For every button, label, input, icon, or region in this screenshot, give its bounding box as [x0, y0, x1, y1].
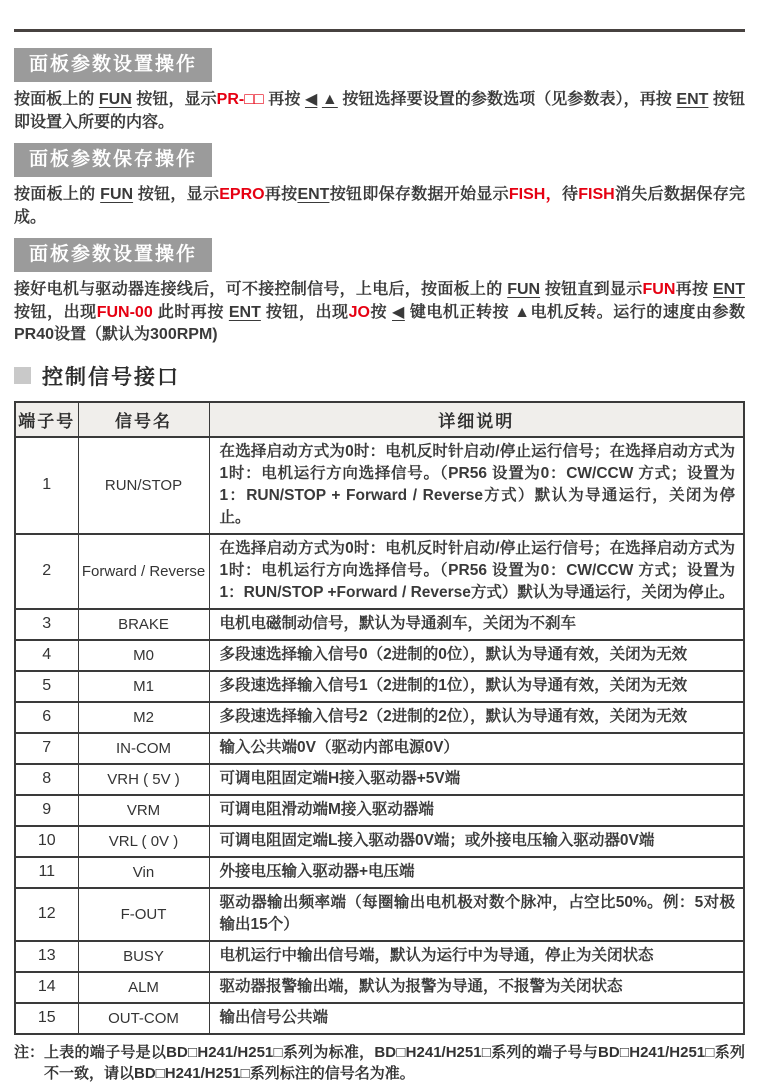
- cell-no: 13: [15, 941, 78, 972]
- cell-signal: BRAKE: [78, 609, 209, 640]
- table-row: [15, 437, 744, 534]
- cell-desc: 在选择启动方式为0时：电机反时针启动/停止运行信号；在选择启动方式为1时：电机运行方向选择信号。（PR56 设置为0：CW/CCW 方式；设置为1：RUN/STOP +Forward / Reverse方式）默认为导通运行，关闭为停止。: [209, 534, 744, 609]
- cell-signal: VRM: [78, 795, 209, 826]
- cell-signal: M2: [78, 702, 209, 733]
- section-paragraph: [14, 184, 745, 229]
- table-row: [15, 609, 744, 640]
- text-segment: 再按: [675, 281, 713, 298]
- text-segment: 此时再按: [152, 303, 229, 321]
- cell-signal: M0: [78, 640, 209, 671]
- cell-desc: 多段速选择输入信号1（2进制的1位），默认为导通有效，关闭为无效: [209, 671, 744, 702]
- highlighted-text: JO: [348, 303, 370, 321]
- cell-signal: Vin: [78, 857, 209, 888]
- top-divider: [14, 29, 745, 32]
- cell-desc: 可调电阻滑动端M接入驱动器端: [209, 795, 744, 826]
- cell-desc: 在选择启动方式为0时：电机反时针启动/停止运行信号；在选择启动方式为1时：电机运行方向选择信号。（PR56 设置为0：CW/CCW 方式；设置为1：RUN/STOP + Forward / Reverse方式）默认为导通运行，关闭为停止。: [209, 437, 744, 534]
- text-segment: 键电机正转按: [404, 303, 515, 321]
- col-header-terminal-no: 端子号: [15, 402, 78, 437]
- text-segment: 按钮选择要设置的参数选项（见参数表），再按: [337, 91, 677, 108]
- section-paragraph: [14, 89, 745, 134]
- cell-no: 1: [15, 437, 78, 534]
- table-header-row: [15, 402, 744, 437]
- section-panel-parameter-setting: [14, 48, 745, 134]
- cell-no: 7: [15, 733, 78, 764]
- cell-desc: 驱动器输出频率端（每圈输出电机极对数个脉冲，占空比50%。例：5对极输出15个）: [209, 888, 744, 941]
- cell-signal: F-OUT: [78, 888, 209, 941]
- cell-no: 3: [15, 609, 78, 640]
- section-panel-parameter-save: [14, 143, 745, 229]
- table-row: [15, 795, 744, 826]
- cell-desc: 输出信号公共端: [209, 1003, 744, 1034]
- col-header-description: 详细说明: [209, 402, 744, 437]
- cell-desc: 电机运行中输出信号端，默认为运行中为导通，停止为关闭状态: [209, 941, 744, 972]
- text-segment: 接好电机与驱动器连接线后，可不接控制信号，上电后，按面板上的: [14, 281, 508, 298]
- cell-signal: OUT-COM: [78, 1003, 209, 1034]
- control-signal-section-header: [14, 361, 745, 391]
- underlined-key-label: FUN: [100, 186, 134, 203]
- text-segment: 按钮，显示: [131, 91, 217, 108]
- cell-no: 12: [15, 888, 78, 941]
- underlined-key-label: ENT: [713, 281, 745, 298]
- cell-no: 5: [15, 671, 78, 702]
- underlined-key-label: ◀: [392, 303, 405, 321]
- text-segment: 按钮即保存数据开始显示: [329, 186, 509, 203]
- section-title: 控制信号接口: [42, 365, 180, 389]
- cell-desc: 多段速选择输入信号0（2进制的0位），默认为导通有效，关闭为无效: [209, 640, 744, 671]
- table-row: [15, 857, 744, 888]
- cell-no: 4: [15, 640, 78, 671]
- section-badge: 面板参数保存操作: [14, 143, 212, 177]
- table-row: [15, 826, 744, 857]
- underlined-key-label: ENT: [676, 91, 709, 108]
- cell-desc: 输入公共端0V（驱动内部电源0V）: [209, 733, 744, 764]
- cell-no: 2: [15, 534, 78, 609]
- text-segment: 再按: [263, 91, 305, 108]
- underlined-key-label: FUN: [98, 91, 132, 108]
- underlined-key-label: FUN: [507, 281, 541, 298]
- table-row: [15, 888, 744, 941]
- highlighted-text: FISH: [578, 186, 615, 203]
- square-bullet-icon: [14, 367, 31, 384]
- col-header-signal-name: 信号名: [78, 402, 209, 437]
- text-segment: 待: [561, 186, 579, 203]
- text-segment: 按钮即设置入所要的内容。: [14, 91, 745, 131]
- cell-desc: 驱动器报警输出端，默认为报警为导通，不报警为关闭状态: [209, 972, 744, 1003]
- cell-no: 11: [15, 857, 78, 888]
- highlighted-text: EPRO: [219, 186, 265, 203]
- cell-signal: Forward / Reverse: [78, 534, 209, 609]
- underlined-key-label: ENT: [297, 186, 330, 203]
- table-row: [15, 733, 744, 764]
- highlighted-text: PR-□□: [216, 91, 264, 108]
- cell-desc: 多段速选择输入信号2（2进制的2位），默认为导通有效，关闭为无效: [209, 702, 744, 733]
- underlined-key-label: ENT: [228, 303, 261, 321]
- text-segment: 按钮直到显示: [540, 281, 643, 298]
- footnote-label: 注：: [14, 1043, 45, 1061]
- cell-signal: M1: [78, 671, 209, 702]
- text-segment: 按钮，出现: [14, 303, 97, 321]
- highlighted-text: FUN: [642, 281, 676, 298]
- text-segment: 按钮，显示: [133, 186, 220, 203]
- cell-desc: 可调电阻固定端H接入驱动器+5V端: [209, 764, 744, 795]
- cell-no: 8: [15, 764, 78, 795]
- section-paragraph: [14, 279, 745, 347]
- manual-page: [0, 29, 761, 1084]
- cell-desc: 外接电压输入驱动器+电压端: [209, 857, 744, 888]
- text-segment: 按: [369, 303, 392, 321]
- text-segment: 按钮，出现: [260, 303, 349, 321]
- underlined-key-label: ▲: [321, 91, 338, 108]
- table-row: [15, 640, 744, 671]
- cell-no: 10: [15, 826, 78, 857]
- footnote: [14, 1042, 745, 1084]
- text-segment: 按面板上的: [14, 91, 99, 108]
- table-row: [15, 1003, 744, 1034]
- text-segment: 再按: [264, 186, 298, 203]
- cell-signal: ALM: [78, 972, 209, 1003]
- table-row: [15, 764, 744, 795]
- section-badge: 面板参数设置操作: [14, 48, 212, 82]
- underlined-key-label: ◀: [304, 91, 318, 108]
- highlighted-text: FUN-00: [96, 303, 153, 321]
- section-badge: 面板参数设置操作: [14, 238, 212, 272]
- control-signal-table: [14, 401, 745, 1035]
- text-segment: 消失后数据保存完成。: [14, 186, 745, 226]
- text-segment: 按面板上的: [14, 186, 101, 203]
- table-row: [15, 534, 744, 609]
- footnote-text: 上表的端子号是以BD□H241/H251□系列为标准，BD□H241/H251□系列的端子号与BD□H241/H251□系列不一致，请以BD□H241/H251□系列标注的信号名为准。: [44, 1043, 745, 1082]
- cell-no: 6: [15, 702, 78, 733]
- cell-no: 14: [15, 972, 78, 1003]
- table-row: [15, 671, 744, 702]
- cell-no: 9: [15, 795, 78, 826]
- section-panel-jog-operation: [14, 238, 745, 347]
- table-row: [15, 972, 744, 1003]
- cell-no: 15: [15, 1003, 78, 1034]
- cell-signal: RUN/STOP: [78, 437, 209, 534]
- highlighted-text: FISH，: [508, 186, 562, 203]
- cell-signal: IN-COM: [78, 733, 209, 764]
- cell-signal: VRH ( 5V ): [78, 764, 209, 795]
- cell-signal: BUSY: [78, 941, 209, 972]
- text-segment: 电机反转。运行的速度由参数PR40设置（默认为300RPM): [14, 303, 745, 343]
- table-row: [15, 941, 744, 972]
- cell-desc: 可调电阻固定端L接入驱动器0V端；或外接电压输入驱动器0V端: [209, 826, 744, 857]
- cell-signal: VRL ( 0V ): [78, 826, 209, 857]
- text-segment: ▲: [514, 303, 531, 321]
- table-row: [15, 702, 744, 733]
- cell-desc: 电机电磁制动信号，默认为导通刹车，关闭为不刹车: [209, 609, 744, 640]
